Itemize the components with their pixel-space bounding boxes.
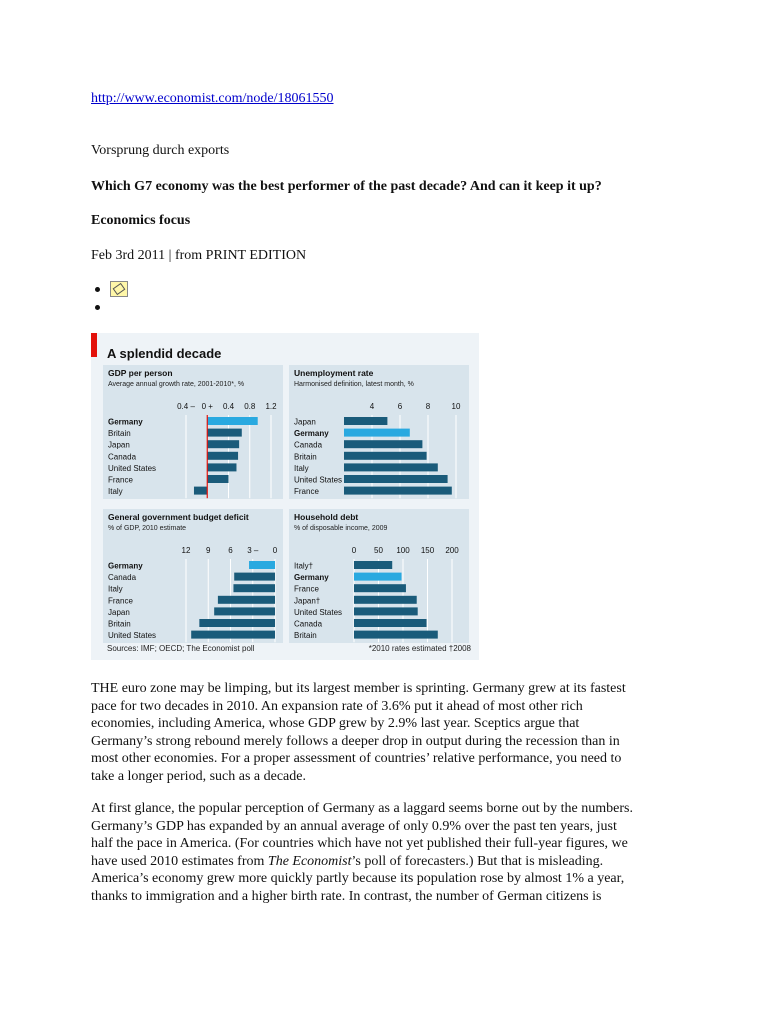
chart-figure-svg <box>91 333 479 660</box>
tick-label: 8 <box>425 402 431 411</box>
category-label: Canada <box>294 619 323 629</box>
chart-title: General government budget deficit <box>108 512 249 522</box>
text-line: THE euro zone may be limping, but its largest member is sprinting. Germany grew at its fastest <box>91 681 626 696</box>
bar <box>214 607 275 615</box>
bar <box>354 584 406 592</box>
bar <box>199 619 275 627</box>
category-label: Germany <box>108 561 143 571</box>
bar <box>354 596 417 604</box>
category-label: Canada <box>108 573 137 583</box>
text-line: America’s economy grew more quickly partly because its population rose by almost 1% a year, <box>91 871 625 886</box>
tick-label: 200 <box>445 546 459 555</box>
section-label: Economics focus <box>91 213 191 228</box>
tick-label: 0 <box>351 546 357 555</box>
category-label: Germany <box>108 417 143 427</box>
tick-label: 150 <box>420 546 435 555</box>
tick-label: 100 <box>396 546 410 555</box>
bar <box>234 573 275 581</box>
bar <box>191 631 275 639</box>
bar <box>207 463 236 471</box>
bar <box>344 417 387 425</box>
text-line: most other economies. For a proper assessment of countries’ relative performance, you need to <box>91 751 622 766</box>
bar <box>354 607 418 615</box>
dateline: Feb 3rd 2011 | from PRINT EDITION <box>91 248 307 263</box>
category-label: Japan† <box>294 596 321 606</box>
category-label: Germany <box>294 429 329 439</box>
text-line: take a longer period, such as a decade. <box>91 768 306 784</box>
bar <box>354 619 427 627</box>
bar <box>207 429 242 437</box>
publication-name: The Economist <box>267 853 352 869</box>
bar <box>344 475 448 483</box>
text-segment: ’s poll of forecasters.) But that is misleading. <box>351 853 604 869</box>
category-label: Britain <box>294 631 317 641</box>
tick-label: 0 <box>272 546 278 555</box>
tick-label: 6 <box>228 546 233 555</box>
tick-label: 50 <box>374 546 383 555</box>
text-segment: have used 2010 estimates from <box>91 853 268 869</box>
bullet-icon <box>95 287 100 292</box>
paragraph-1 <box>91 680 681 785</box>
category-label: France <box>108 596 133 606</box>
bar <box>354 573 402 581</box>
category-label: Italy <box>108 584 123 594</box>
text-line: Germany’s strong rebound merely follows a deeper drop in output during the recession than in <box>91 733 620 749</box>
bar <box>249 561 275 569</box>
tick-label: 0.4 – <box>177 402 195 411</box>
category-label: United States <box>108 463 157 473</box>
category-label: France <box>294 487 319 497</box>
text-line: At first glance, the popular perception of Germany as a laggard seems borne out by the numbers. <box>91 801 633 816</box>
bar <box>344 440 422 448</box>
text-line: half the pace in America. (For countries which have not yet published their full-year figures, we <box>91 836 628 851</box>
category-label: France <box>294 584 319 594</box>
category-label: Britain <box>294 452 317 462</box>
category-label: Canada <box>108 452 137 462</box>
tick-label: 3 – <box>247 546 259 555</box>
category-label: Japan <box>294 417 316 427</box>
chart-subtitle: % of disposable income, 2009 <box>294 525 388 532</box>
category-label: United States <box>108 631 157 641</box>
list-item <box>91 298 128 316</box>
chart-subtitle: Average annual growth rate, 2001-2010*, % <box>108 381 245 388</box>
category-label: Japan <box>108 440 130 450</box>
bar <box>207 417 257 425</box>
bar <box>344 429 410 437</box>
tick-label: 12 <box>181 546 191 555</box>
tick-label: 6 <box>397 402 403 411</box>
paragraph-2 <box>91 800 681 905</box>
bar <box>207 475 228 483</box>
bar <box>207 440 239 448</box>
bullet-list <box>91 280 128 316</box>
bar <box>344 487 452 495</box>
chart-title: Household debt <box>294 512 359 522</box>
category-label: Japan <box>108 607 130 617</box>
text-line: Germany’s GDP has expanded by an annual average of only 0.9% over the past ten years, just <box>91 818 617 834</box>
bar <box>233 584 275 592</box>
chart-figure <box>91 333 479 660</box>
category-label: Britain <box>108 619 131 629</box>
tick-label: 0.4 <box>222 402 235 411</box>
text-line <box>91 853 681 871</box>
list-item <box>91 280 128 298</box>
bar <box>354 631 438 639</box>
tick-label: 1.2 <box>265 402 277 411</box>
bullet-icon <box>95 305 100 310</box>
tick-label: 10 <box>451 402 461 411</box>
chart-subtitle: Harmonised definition, latest month, % <box>294 381 414 388</box>
tick-label: 0 + <box>201 402 213 411</box>
figure-title: A splendid decade <box>107 346 222 361</box>
text-line: economies, including America, whose GDP grew by 2.9% last year. Sceptics argue that <box>91 716 580 731</box>
bar <box>354 561 392 569</box>
chart-title: GDP per person <box>108 368 173 378</box>
bar <box>218 596 275 604</box>
category-label: Italy <box>108 487 123 497</box>
bar <box>194 487 207 495</box>
broken-image-icon[interactable] <box>110 281 128 297</box>
text-line: thanks to immigration and a higher birth rate. In contrast, the number of German citizens is <box>91 888 602 904</box>
category-label: United States <box>294 475 343 485</box>
tick-label: 9 <box>206 546 211 555</box>
category-label: United States <box>294 607 343 617</box>
category-label: Italy† <box>294 561 314 571</box>
category-label: Britain <box>108 429 131 439</box>
bar <box>344 452 427 460</box>
article-subtitle: Which G7 economy was the best performer of the past decade? And can it keep it up? <box>91 179 602 194</box>
category-label: Canada <box>294 440 323 450</box>
figure-source: Sources: IMF; OECD; The Economist poll <box>107 644 255 653</box>
chart-subtitle: % of GDP, 2010 estimate <box>108 525 187 532</box>
bar <box>207 452 238 460</box>
category-label: Germany <box>294 573 329 583</box>
article-title: Vorsprung durch exports <box>91 143 230 158</box>
figure-accent-bar <box>91 333 97 357</box>
bar <box>344 463 438 471</box>
category-label: Italy <box>294 463 309 473</box>
tick-label: 4 <box>369 402 375 411</box>
tick-label: 0.8 <box>244 402 256 411</box>
figure-footnote: *2010 rates estimated †2008 <box>368 644 471 653</box>
chart-title: Unemployment rate <box>294 368 374 378</box>
article-url-link[interactable]: http://www.economist.com/node/18061550 <box>91 91 334 106</box>
text-line: pace for two decades in 2010. An expansion rate of 3.6% put it ahead of most other rich <box>91 698 583 714</box>
category-label: France <box>108 475 133 485</box>
